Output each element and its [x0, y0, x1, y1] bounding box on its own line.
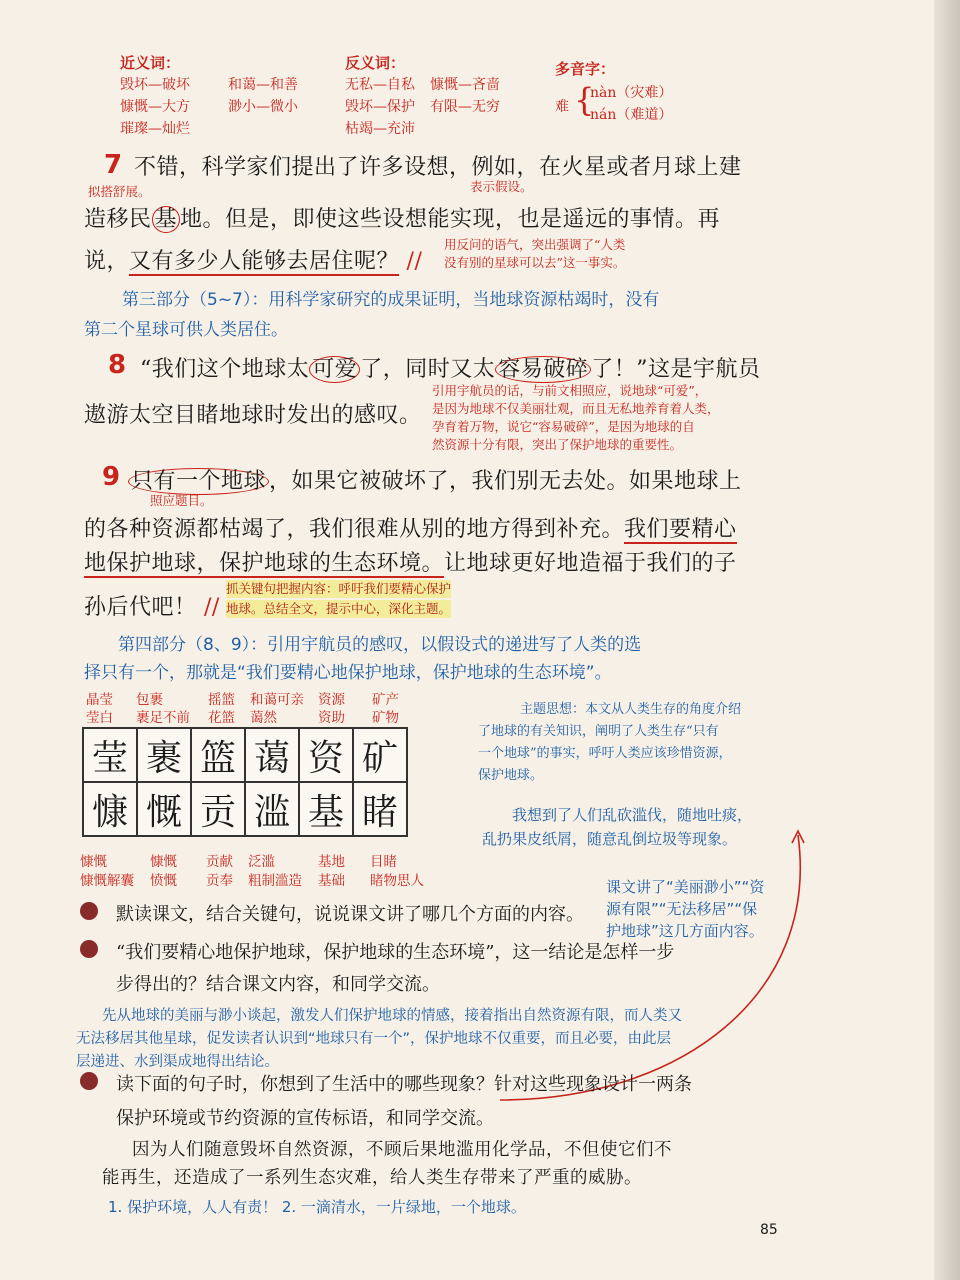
word-above-2b: 裹足不前 — [136, 710, 190, 726]
theme-line-2: 了地球的有关知识，阐明了人类生存“只有 — [478, 724, 719, 739]
antonym-5: 枯竭—充沛 — [345, 121, 415, 137]
paragraph-7-number: 7 — [104, 150, 123, 180]
polyphone-title: 多音字： — [555, 60, 616, 78]
paragraph-8-number: 8 — [108, 350, 127, 380]
grid-char: 慨 — [137, 782, 191, 836]
q2-answer-3: 层递进、水到渠成地得出结论。 — [76, 1054, 279, 1070]
grid-char: 滥 — [245, 782, 299, 836]
antonym-2: 慷慨—吝啬 — [430, 77, 500, 93]
p8-line-1: “我们这个地球太 可爱 了，同时又太 容易破碎 了！”这是宇航员 — [140, 357, 761, 382]
grid-char: 莹 — [83, 728, 137, 782]
brace-icon: { — [574, 81, 595, 119]
page-number: 85 — [760, 1222, 778, 1238]
word-below-5b: 基础 — [318, 873, 345, 889]
p9-line-3: 地保护地球，保护地球的生态环境。让地球更好地造福于我们的子 — [84, 551, 737, 576]
word-above-4a: 和蔼可亲 — [250, 692, 304, 708]
word-below-1b: 慷慨解囊 — [80, 873, 134, 889]
synonym-2: 和蔼—和善 — [228, 77, 298, 93]
summary-part-4-line-2: 择只有一个，那就是“我们要精心地保护地球，保护地球的生态环境”。 — [84, 663, 612, 683]
question-icon — [80, 940, 98, 958]
word-below-2b: 愤慨 — [150, 873, 177, 889]
word-above-1b: 莹白 — [86, 710, 113, 726]
p7-line-1: 不错，科学家们提出了许多设想，例如，在火星或者月球上建 — [134, 155, 742, 180]
synonym-5: 璀璨—灿烂 — [120, 121, 190, 137]
word-below-1a: 慷慨 — [80, 854, 107, 870]
word-below-4b: 粗制滥造 — [248, 873, 302, 889]
theme-line-4: 保护地球。 — [478, 768, 544, 783]
question-1: 默读课文，结合关键句，说说课文讲了哪几个方面的内容。 — [116, 904, 584, 925]
question-icon — [80, 902, 98, 920]
page-edge — [934, 0, 960, 1280]
word-below-2a: 慷慨 — [150, 854, 177, 870]
q3-quote-1: 因为人们随意毁坏自然资源，不顾后果地滥用化学品，不但使它们不 — [132, 1140, 672, 1160]
word-above-2a: 包裹 — [136, 692, 163, 708]
grid-char: 基 — [299, 782, 353, 836]
word-above-3a: 摇篮 — [208, 692, 235, 708]
grid-char: 资 — [299, 728, 353, 782]
antonym-1: 无私—自私 — [345, 77, 415, 93]
word-above-5a: 资源 — [318, 692, 345, 708]
theme-line-3: 一个地球”的事实，呼吁人类应该珍惜资源， — [478, 746, 732, 761]
word-below-4a: 泛滥 — [248, 854, 275, 870]
p9-line-2: 的各种资源都枯竭了，我们很难从别的地方得到补充。我们要精心 — [84, 517, 737, 542]
word-below-6a: 目睹 — [370, 854, 397, 870]
word-above-3b: 花篮 — [208, 710, 235, 726]
synonym-4: 渺小—微小 — [228, 99, 298, 115]
question-2-line-2: 步得出的？结合课文内容，和同学交流。 — [116, 974, 440, 995]
word-above-6b: 矿物 — [372, 710, 399, 726]
q1-answer-1: 课文讲了“美丽渺小”“资 — [606, 878, 765, 896]
slogans: 1. 保护环境，人人有责！ 2. 一滴清水，一片绿地，一个地球。 — [108, 1198, 526, 1216]
word-above-5b: 资助 — [318, 710, 345, 726]
p8-line-2: 遨游太空目睹地球时发出的感叹。 — [84, 403, 422, 428]
grid-char: 蔼 — [245, 728, 299, 782]
word-below-5a: 基地 — [318, 854, 345, 870]
question-3-line-2: 保护环境或节约资源的宣传标语，和同学交流。 — [116, 1108, 494, 1129]
p7-line-2: 造移民 基 地。但是，即使这些设想能实现，也是遥远的事情。再 — [84, 207, 721, 232]
q2-answer-1: 先从地球的美丽与渺小谈起，激发人们保护地球的情感，接着指出自然资源有限，而人类又 — [102, 1008, 682, 1024]
grid-char: 慷 — [83, 782, 137, 836]
polyphone-char: 难 — [555, 99, 569, 115]
theme-line-1: 主题思想：本文从人类生存的角度介绍 — [520, 702, 742, 717]
summary-part-4-line-1: 第四部分（8、9）：引用宇航员的感叹，以假设式的递进写了人类的选 — [118, 635, 642, 655]
synonym-1: 毁坏—破坏 — [120, 77, 190, 93]
synonym-3: 慷慨—大方 — [120, 99, 190, 115]
summary-part-3-line-1: 第三部分（5~7）：用科学家研究的成果证明，当地球资源枯竭时，没有 — [122, 290, 660, 310]
p9-note-b-2: 地球。总结全文，提示中心，深化主题。 — [226, 601, 452, 616]
p8-note-4: 然资源十分有限，突出了保护地球的重要性。 — [432, 437, 683, 452]
p9-note-a: 照应题目。 — [150, 493, 213, 508]
question-2-line-1: “我们要精心地保护地球，保护地球的生态环境”，这一结论是怎样一步 — [116, 942, 675, 963]
p7-note-a: 拟搭舒展。 — [88, 184, 151, 199]
antonym-3: 毁坏—保护 — [345, 99, 415, 115]
p7-note-c-1: 用反问的语气，突出强调了“人类 — [444, 237, 626, 252]
p9-line-1: 只有一个地球 ，如果它被破坏了，我们别无去处。如果地球上 — [128, 464, 742, 495]
grid-char: 篮 — [191, 728, 245, 782]
question-3-line-1: 读下面的句子时，你想到了生活中的哪些现象？针对这些现象设计一两条 — [116, 1074, 692, 1095]
antonyms-title: 反义词： — [345, 54, 406, 72]
p7-line-3: 说，又有多少人能够去居住呢？ // — [84, 249, 423, 274]
p9-note-b-1: 抓关键句把握内容：呼吁我们要精心保护 — [226, 581, 452, 596]
grid-char: 裹 — [137, 728, 191, 782]
polyphone-reading-2: nán（难道） — [590, 107, 673, 123]
p8-note-1: 引用宇航员的话，与前文相照应，说地球“可爱”， — [432, 383, 708, 398]
paragraph-9-number: 9 — [102, 462, 121, 492]
thought-line-1: 我想到了人们乱砍滥伐，随地吐痰， — [512, 806, 753, 824]
q3-quote-2: 能再生，还造成了一系列生态灾难，给人类生存带来了严重的威胁。 — [102, 1168, 642, 1188]
p7-note-b: 表示假设。 — [470, 179, 533, 194]
word-below-3a: 贡献 — [206, 854, 233, 870]
word-above-4b: 蔼然 — [250, 710, 277, 726]
p8-note-3: 孕育着万物，说它“容易破碎”，是因为地球的自 — [432, 419, 695, 434]
word-above-6a: 矿产 — [372, 692, 399, 708]
grid-char: 贡 — [191, 782, 245, 836]
polyphone-reading-1: nàn（灾难） — [590, 85, 673, 101]
word-below-6b: 睹物思人 — [370, 873, 424, 889]
q1-answer-2: 源有限”“无法移居”“保 — [606, 900, 758, 918]
q1-answer-3: 护地球”这几方面内容。 — [606, 922, 764, 940]
synonyms-title: 近义词： — [120, 54, 181, 72]
p9-line-4: 孙后代吧！ // — [84, 595, 220, 620]
word-above-1a: 晶莹 — [86, 692, 113, 708]
character-grid — [82, 727, 408, 837]
antonym-4: 有限—无穷 — [430, 99, 500, 115]
summary-part-3-line-2: 第二个星球可供人类居住。 — [84, 320, 288, 340]
p8-note-2: 是因为地球不仅美丽壮观，而且无私地养育着人类， — [432, 401, 720, 416]
grid-char: 矿 — [353, 728, 407, 782]
word-below-3b: 贡奉 — [206, 873, 233, 889]
grid-char: 睹 — [353, 782, 407, 836]
thought-line-2: 乱扔果皮纸屑，随意乱倒垃圾等现象。 — [482, 830, 738, 848]
p7-note-c-2: 没有别的星球可以去”这一事实。 — [444, 255, 626, 270]
q2-answer-2: 无法移居其他星球，促发读者认识到“地球只有一个”，保护地球不仅重要，而且必要，由此层 — [76, 1031, 672, 1047]
question-icon — [80, 1072, 98, 1090]
